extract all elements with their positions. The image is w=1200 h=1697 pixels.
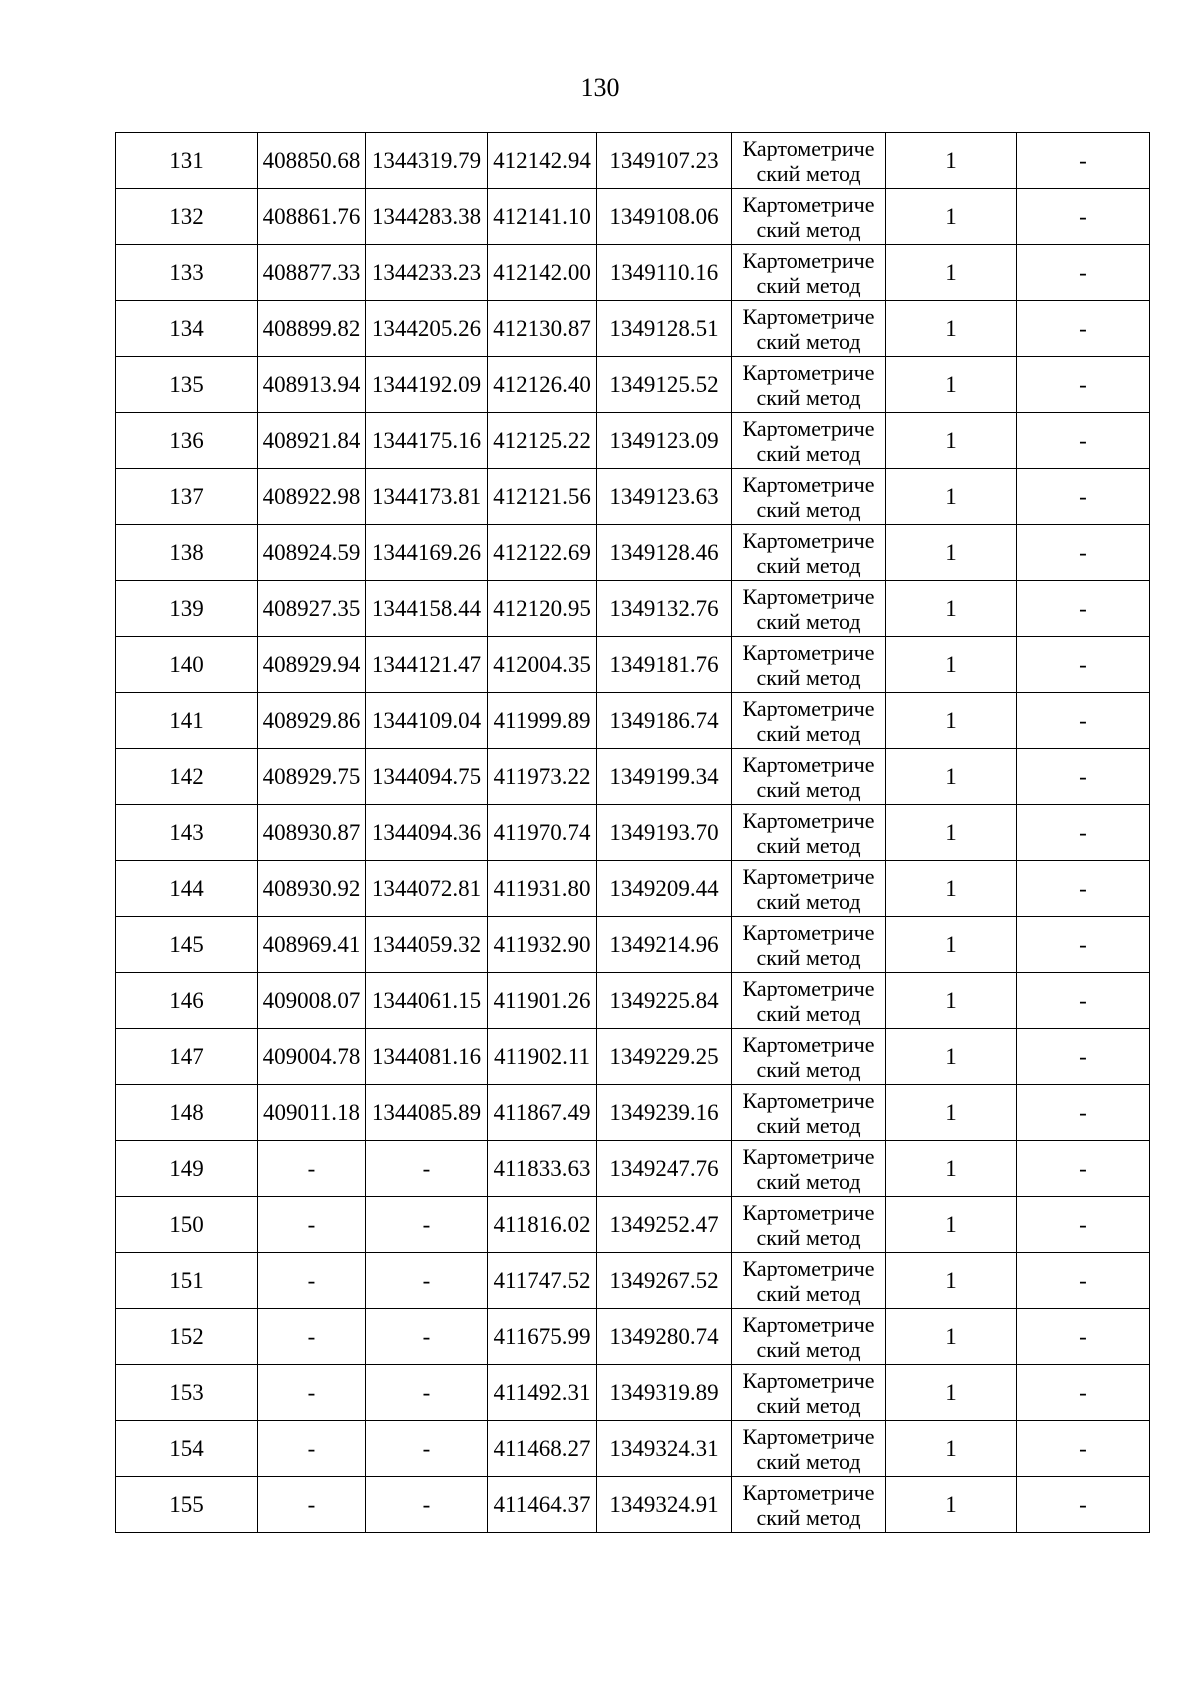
accuracy-cell: 1	[886, 245, 1017, 301]
y-new-cell: 1349319.89	[597, 1365, 732, 1421]
x-existing-cell: 408899.82	[258, 301, 366, 357]
method-cell	[732, 245, 886, 301]
method-line-2: ский метод	[756, 1112, 861, 1138]
x-existing-cell: 409011.18	[258, 1085, 366, 1141]
x-existing-cell: 408927.35	[258, 581, 366, 637]
y-existing-cell: 1344283.38	[366, 189, 488, 245]
accuracy-cell: 1	[886, 917, 1017, 973]
x-existing-cell: 409004.78	[258, 1029, 366, 1085]
method-line-2: ский метод	[756, 1056, 861, 1082]
table-row	[116, 245, 1150, 301]
method-line-1: Картометриче	[742, 1143, 875, 1169]
method-line-2: ский метод	[756, 776, 861, 802]
method-line-1: Картометриче	[742, 471, 875, 497]
note-cell: -	[1017, 1421, 1150, 1477]
y-existing-cell: 1344109.04	[366, 693, 488, 749]
y-existing-cell: 1344175.16	[366, 413, 488, 469]
point-number-cell: 132	[116, 189, 258, 245]
accuracy-cell: 1	[886, 1141, 1017, 1197]
method-cell	[732, 581, 886, 637]
x-existing-cell: -	[258, 1309, 366, 1365]
note-cell: -	[1017, 693, 1150, 749]
method-line-1: Картометриче	[742, 527, 875, 553]
y-new-cell: 1349209.44	[597, 861, 732, 917]
method-line-1: Картометриче	[742, 695, 875, 721]
point-number-cell: 144	[116, 861, 258, 917]
y-existing-cell: 1344192.09	[366, 357, 488, 413]
y-new-cell: 1349229.25	[597, 1029, 732, 1085]
point-number-cell: 151	[116, 1253, 258, 1309]
y-existing-cell: 1344094.36	[366, 805, 488, 861]
x-new-cell: 411932.90	[488, 917, 597, 973]
accuracy-cell: 1	[886, 189, 1017, 245]
point-number-cell: 153	[116, 1365, 258, 1421]
method-line-1: Картометриче	[742, 1311, 875, 1337]
accuracy-cell: 1	[886, 1421, 1017, 1477]
note-cell: -	[1017, 1309, 1150, 1365]
point-number-cell: 155	[116, 1477, 258, 1533]
accuracy-cell: 1	[886, 1309, 1017, 1365]
method-line-2: ский метод	[756, 664, 861, 690]
y-existing-cell: -	[366, 1141, 488, 1197]
x-new-cell: 412142.94	[488, 133, 597, 189]
accuracy-cell: 1	[886, 469, 1017, 525]
accuracy-cell: 1	[886, 1253, 1017, 1309]
y-existing-cell: -	[366, 1365, 488, 1421]
point-number-cell: 139	[116, 581, 258, 637]
y-existing-cell: 1344059.32	[366, 917, 488, 973]
point-number-cell: 143	[116, 805, 258, 861]
method-cell	[732, 357, 886, 413]
y-existing-cell: -	[366, 1309, 488, 1365]
point-number-cell: 140	[116, 637, 258, 693]
method-line-1: Картометриче	[742, 415, 875, 441]
method-cell	[732, 805, 886, 861]
x-new-cell: 411970.74	[488, 805, 597, 861]
table-row	[116, 973, 1150, 1029]
y-new-cell: 1349280.74	[597, 1309, 732, 1365]
table-row	[116, 1421, 1150, 1477]
accuracy-cell: 1	[886, 693, 1017, 749]
y-new-cell: 1349186.74	[597, 693, 732, 749]
table-row	[116, 1141, 1150, 1197]
y-existing-cell: 1344094.75	[366, 749, 488, 805]
method-cell	[732, 301, 886, 357]
note-cell: -	[1017, 973, 1150, 1029]
y-new-cell: 1349225.84	[597, 973, 732, 1029]
note-cell: -	[1017, 469, 1150, 525]
y-new-cell: 1349193.70	[597, 805, 732, 861]
method-line-2: ский метод	[756, 720, 861, 746]
point-number-cell: 146	[116, 973, 258, 1029]
accuracy-cell: 1	[886, 525, 1017, 581]
table-row	[116, 917, 1150, 973]
method-line-1: Картометриче	[742, 135, 875, 161]
method-line-2: ский метод	[756, 608, 861, 634]
accuracy-cell: 1	[886, 301, 1017, 357]
x-new-cell: 411833.63	[488, 1141, 597, 1197]
y-new-cell: 1349108.06	[597, 189, 732, 245]
method-line-1: Картометриче	[742, 919, 875, 945]
point-number-cell: 154	[116, 1421, 258, 1477]
method-line-2: ский метод	[756, 1504, 861, 1530]
note-cell: -	[1017, 413, 1150, 469]
note-cell: -	[1017, 1477, 1150, 1533]
table-row	[116, 133, 1150, 189]
y-existing-cell: 1344072.81	[366, 861, 488, 917]
method-cell	[732, 413, 886, 469]
accuracy-cell: 1	[886, 1085, 1017, 1141]
method-line-2: ский метод	[756, 496, 861, 522]
point-number-cell: 150	[116, 1197, 258, 1253]
x-new-cell: 411816.02	[488, 1197, 597, 1253]
y-new-cell: 1349132.76	[597, 581, 732, 637]
method-line-1: Картометриче	[742, 1479, 875, 1505]
y-existing-cell: -	[366, 1197, 488, 1253]
accuracy-cell: 1	[886, 861, 1017, 917]
point-number-cell: 148	[116, 1085, 258, 1141]
x-new-cell: 411973.22	[488, 749, 597, 805]
x-new-cell: 412121.56	[488, 469, 597, 525]
method-cell	[732, 637, 886, 693]
point-number-cell: 134	[116, 301, 258, 357]
x-new-cell: 412122.69	[488, 525, 597, 581]
method-cell	[732, 917, 886, 973]
x-existing-cell: 408921.84	[258, 413, 366, 469]
y-existing-cell: 1344081.16	[366, 1029, 488, 1085]
x-existing-cell: -	[258, 1477, 366, 1533]
method-line-1: Картометриче	[742, 583, 875, 609]
accuracy-cell: 1	[886, 637, 1017, 693]
method-line-2: ский метод	[756, 272, 861, 298]
method-line-2: ский метод	[756, 944, 861, 970]
accuracy-cell: 1	[886, 749, 1017, 805]
method-line-1: Картометриче	[742, 807, 875, 833]
point-number-cell: 133	[116, 245, 258, 301]
method-cell	[732, 189, 886, 245]
note-cell: -	[1017, 133, 1150, 189]
x-new-cell: 412141.10	[488, 189, 597, 245]
method-line-1: Картометриче	[742, 1087, 875, 1113]
method-line-2: ский метод	[756, 1000, 861, 1026]
table-row	[116, 637, 1150, 693]
note-cell: -	[1017, 245, 1150, 301]
y-new-cell: 1349214.96	[597, 917, 732, 973]
x-new-cell: 412125.22	[488, 413, 597, 469]
point-number-cell: 149	[116, 1141, 258, 1197]
x-existing-cell: -	[258, 1197, 366, 1253]
x-new-cell: 411999.89	[488, 693, 597, 749]
x-new-cell: 411675.99	[488, 1309, 597, 1365]
table-row	[116, 1309, 1150, 1365]
y-existing-cell: -	[366, 1477, 488, 1533]
method-cell	[732, 1309, 886, 1365]
table-row	[116, 581, 1150, 637]
y-new-cell: 1349267.52	[597, 1253, 732, 1309]
method-line-2: ский метод	[756, 440, 861, 466]
x-existing-cell: 408877.33	[258, 245, 366, 301]
table-row	[116, 1029, 1150, 1085]
x-existing-cell: 408929.86	[258, 693, 366, 749]
accuracy-cell: 1	[886, 413, 1017, 469]
table-row	[116, 1477, 1150, 1533]
x-new-cell: 412120.95	[488, 581, 597, 637]
method-cell	[732, 1085, 886, 1141]
y-existing-cell: -	[366, 1253, 488, 1309]
x-new-cell: 411464.37	[488, 1477, 597, 1533]
method-line-1: Картометриче	[742, 247, 875, 273]
note-cell: -	[1017, 1365, 1150, 1421]
x-existing-cell: 408969.41	[258, 917, 366, 973]
method-line-2: ский метод	[756, 384, 861, 410]
accuracy-cell: 1	[886, 133, 1017, 189]
x-new-cell: 411468.27	[488, 1421, 597, 1477]
method-line-2: ский метод	[756, 1392, 861, 1418]
x-existing-cell: -	[258, 1253, 366, 1309]
method-line-2: ский метод	[756, 552, 861, 578]
method-line-1: Картометриче	[742, 751, 875, 777]
note-cell: -	[1017, 301, 1150, 357]
x-existing-cell: 408922.98	[258, 469, 366, 525]
y-existing-cell: 1344061.15	[366, 973, 488, 1029]
method-line-1: Картометриче	[742, 639, 875, 665]
method-line-1: Картометриче	[742, 1199, 875, 1225]
method-line-1: Картометриче	[742, 975, 875, 1001]
method-line-2: ский метод	[756, 160, 861, 186]
method-line-1: Картометриче	[742, 863, 875, 889]
table-row	[116, 1085, 1150, 1141]
y-existing-cell: 1344169.26	[366, 525, 488, 581]
table-row	[116, 189, 1150, 245]
x-existing-cell: 408924.59	[258, 525, 366, 581]
point-number-cell: 145	[116, 917, 258, 973]
note-cell: -	[1017, 189, 1150, 245]
method-line-2: ский метод	[756, 888, 861, 914]
x-new-cell: 411747.52	[488, 1253, 597, 1309]
accuracy-cell: 1	[886, 805, 1017, 861]
x-existing-cell: 408929.75	[258, 749, 366, 805]
x-new-cell: 412142.00	[488, 245, 597, 301]
method-cell	[732, 469, 886, 525]
note-cell: -	[1017, 749, 1150, 805]
method-cell	[732, 1365, 886, 1421]
note-cell: -	[1017, 917, 1150, 973]
x-existing-cell: 408930.92	[258, 861, 366, 917]
y-new-cell: 1349123.09	[597, 413, 732, 469]
x-new-cell: 411492.31	[488, 1365, 597, 1421]
table-row	[116, 357, 1150, 413]
note-cell: -	[1017, 805, 1150, 861]
accuracy-cell: 1	[886, 1365, 1017, 1421]
x-existing-cell: -	[258, 1365, 366, 1421]
y-new-cell: 1349128.51	[597, 301, 732, 357]
method-line-1: Картометриче	[742, 359, 875, 385]
method-line-1: Картометриче	[742, 303, 875, 329]
coordinates-table	[115, 132, 1150, 1533]
point-number-cell: 131	[116, 133, 258, 189]
x-new-cell: 412130.87	[488, 301, 597, 357]
table-row	[116, 301, 1150, 357]
note-cell: -	[1017, 1197, 1150, 1253]
note-cell: -	[1017, 525, 1150, 581]
method-cell	[732, 693, 886, 749]
point-number-cell: 136	[116, 413, 258, 469]
method-cell	[732, 1253, 886, 1309]
y-new-cell: 1349125.52	[597, 357, 732, 413]
x-existing-cell: 408929.94	[258, 637, 366, 693]
method-line-2: ский метод	[756, 328, 861, 354]
table-row	[116, 1197, 1150, 1253]
accuracy-cell: 1	[886, 973, 1017, 1029]
x-new-cell: 412126.40	[488, 357, 597, 413]
y-existing-cell: 1344233.23	[366, 245, 488, 301]
method-cell	[732, 1141, 886, 1197]
method-line-2: ский метод	[756, 1448, 861, 1474]
y-new-cell: 1349247.76	[597, 1141, 732, 1197]
method-cell	[732, 749, 886, 805]
table-row	[116, 469, 1150, 525]
method-cell	[732, 525, 886, 581]
method-cell	[732, 1477, 886, 1533]
note-cell: -	[1017, 581, 1150, 637]
method-line-1: Картометриче	[742, 1423, 875, 1449]
y-new-cell: 1349252.47	[597, 1197, 732, 1253]
y-existing-cell: 1344158.44	[366, 581, 488, 637]
accuracy-cell: 1	[886, 1029, 1017, 1085]
x-existing-cell: 408861.76	[258, 189, 366, 245]
x-existing-cell: -	[258, 1421, 366, 1477]
y-new-cell: 1349181.76	[597, 637, 732, 693]
table-row	[116, 861, 1150, 917]
x-existing-cell: 408930.87	[258, 805, 366, 861]
x-existing-cell: 408913.94	[258, 357, 366, 413]
note-cell: -	[1017, 861, 1150, 917]
x-new-cell: 411901.26	[488, 973, 597, 1029]
y-new-cell: 1349239.16	[597, 1085, 732, 1141]
table-row	[116, 1365, 1150, 1421]
y-existing-cell: 1344205.26	[366, 301, 488, 357]
x-new-cell: 412004.35	[488, 637, 597, 693]
method-line-2: ский метод	[756, 1336, 861, 1362]
method-line-1: Картометриче	[742, 1255, 875, 1281]
method-cell	[732, 1197, 886, 1253]
y-new-cell: 1349110.16	[597, 245, 732, 301]
y-new-cell: 1349107.23	[597, 133, 732, 189]
y-existing-cell: 1344173.81	[366, 469, 488, 525]
y-new-cell: 1349123.63	[597, 469, 732, 525]
x-existing-cell: 408850.68	[258, 133, 366, 189]
table-row	[116, 525, 1150, 581]
y-new-cell: 1349128.46	[597, 525, 732, 581]
point-number-cell: 137	[116, 469, 258, 525]
accuracy-cell: 1	[886, 357, 1017, 413]
y-existing-cell: 1344319.79	[366, 133, 488, 189]
x-new-cell: 411867.49	[488, 1085, 597, 1141]
point-number-cell: 152	[116, 1309, 258, 1365]
table-row	[116, 1253, 1150, 1309]
table-row	[116, 413, 1150, 469]
method-cell	[732, 133, 886, 189]
method-line-2: ский метод	[756, 1224, 861, 1250]
y-new-cell: 1349324.31	[597, 1421, 732, 1477]
table-body	[116, 133, 1150, 1533]
y-existing-cell: -	[366, 1421, 488, 1477]
note-cell: -	[1017, 1253, 1150, 1309]
y-existing-cell: 1344121.47	[366, 637, 488, 693]
point-number-cell: 147	[116, 1029, 258, 1085]
note-cell: -	[1017, 1029, 1150, 1085]
method-cell	[732, 973, 886, 1029]
table-row	[116, 749, 1150, 805]
x-new-cell: 411902.11	[488, 1029, 597, 1085]
method-line-2: ский метод	[756, 1280, 861, 1306]
point-number-cell: 142	[116, 749, 258, 805]
note-cell: -	[1017, 637, 1150, 693]
method-line-2: ский метод	[756, 216, 861, 242]
note-cell: -	[1017, 1085, 1150, 1141]
accuracy-cell: 1	[886, 581, 1017, 637]
method-line-1: Картометриче	[742, 1367, 875, 1393]
note-cell: -	[1017, 357, 1150, 413]
note-cell: -	[1017, 1141, 1150, 1197]
method-line-2: ский метод	[756, 832, 861, 858]
method-cell	[732, 861, 886, 917]
x-existing-cell: 409008.07	[258, 973, 366, 1029]
y-new-cell: 1349199.34	[597, 749, 732, 805]
accuracy-cell: 1	[886, 1197, 1017, 1253]
accuracy-cell: 1	[886, 1477, 1017, 1533]
method-cell	[732, 1029, 886, 1085]
method-line-2: ский метод	[756, 1168, 861, 1194]
method-cell	[732, 1421, 886, 1477]
y-existing-cell: 1344085.89	[366, 1085, 488, 1141]
method-line-1: Картометриче	[742, 191, 875, 217]
y-new-cell: 1349324.91	[597, 1477, 732, 1533]
x-existing-cell: -	[258, 1141, 366, 1197]
method-line-1: Картометриче	[742, 1031, 875, 1057]
point-number-cell: 138	[116, 525, 258, 581]
table-row	[116, 805, 1150, 861]
x-new-cell: 411931.80	[488, 861, 597, 917]
table-row	[116, 693, 1150, 749]
point-number-cell: 141	[116, 693, 258, 749]
point-number-cell: 135	[116, 357, 258, 413]
page-number: 130	[580, 73, 620, 102]
